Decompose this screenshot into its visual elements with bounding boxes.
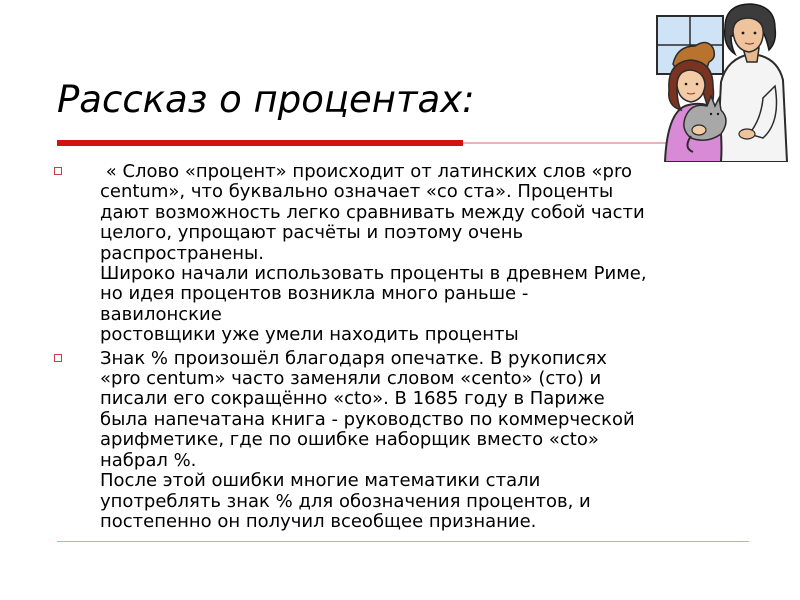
slide-title: Рассказ о процентах:	[57, 78, 475, 121]
teacher-girl-cat-clipart-icon	[655, 2, 800, 162]
bottom-divider	[57, 541, 749, 542]
square-bullet-icon	[54, 354, 62, 362]
bullet-line: набрал %.	[100, 449, 197, 471]
bullet-line: была напечатана книга - руководство по коммерческой	[100, 408, 635, 430]
bullet-line: арифметике, где по ошибке наборщик вместо «cto»	[100, 429, 599, 451]
bullet-line: дают возможность легко сравнивать между собой части	[100, 201, 645, 223]
bullet-line: Широко начали использовать проценты в древнем Риме,	[100, 263, 647, 285]
square-bullet-icon	[54, 167, 62, 175]
bullet-line: употреблять знак % для обозначения процентов, и	[100, 490, 591, 512]
bullet-line: ростовщики уже умели находить проценты	[100, 324, 519, 346]
bullet-line: « Слово «процент» происходит от латинских слов «pro	[100, 161, 632, 182]
bullet-line: вавилонские	[100, 303, 222, 325]
bullet-line: centum», что буквально означает «со ста». Проценты	[100, 181, 614, 203]
bullet-line: После этой ошибки многие математики стали	[100, 470, 541, 492]
bullet-line: «pro centum» часто заменяли словом «cento» (сто) и	[100, 368, 602, 390]
bullet-list	[52, 162, 732, 532]
bullet-line: распространены.	[100, 242, 264, 264]
bullet-item-percent-sign	[52, 349, 732, 533]
title-underline-thick	[57, 140, 463, 146]
bullet-line: писали его сокращённо «cto». В 1685 году в Париже	[100, 388, 605, 410]
bullet-item-origin	[52, 162, 732, 346]
bullet-line: целого, упрощают расчёты и поэтому очень	[100, 222, 524, 244]
bullet-line: но идея процентов возникла много раньше -	[100, 283, 529, 305]
bullet-line: Знак % произошёл благодаря опечатке. В рукописях	[100, 347, 607, 369]
bullet-line: постепенно он получил всеобщее признание.	[100, 510, 537, 532]
